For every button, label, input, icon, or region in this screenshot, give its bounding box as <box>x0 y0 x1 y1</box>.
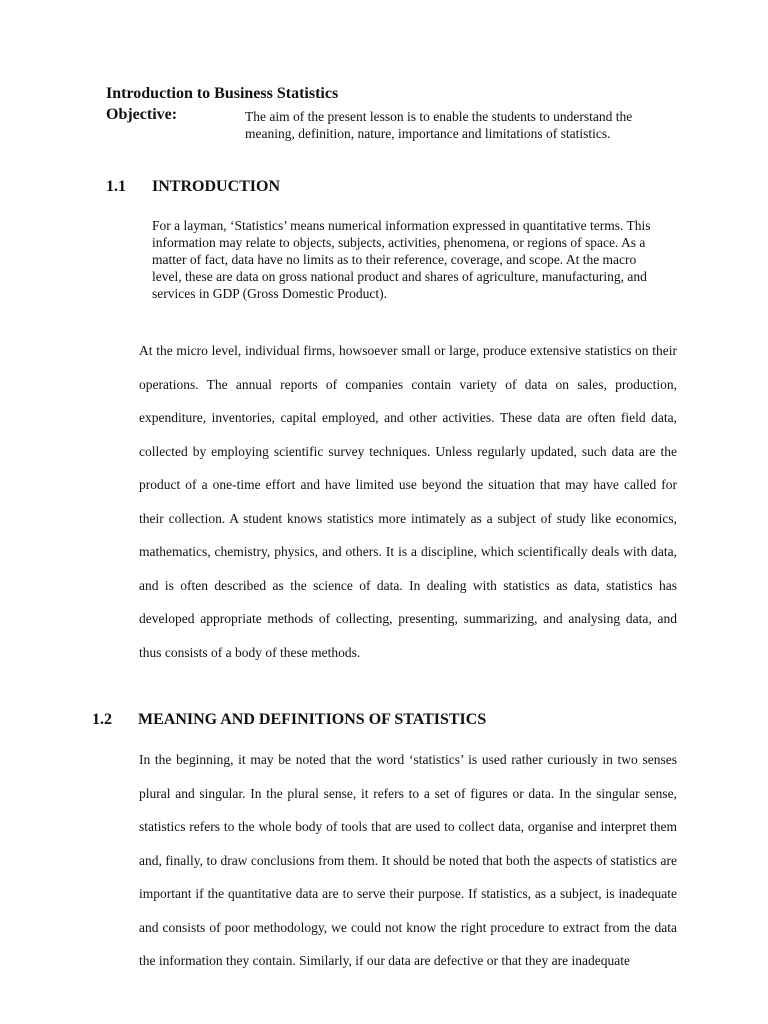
paragraph-micro-level: At the micro level, individual firms, howsoever small or large, produce extensive statistics on their operations. The annual reports of companies contain variety of data on sales, production, expenditure, inventories, capital employed, and other activities. These data are often field data, collected by employing scientific survey techniques. Unless regularly updated, such data are the product of a one-time effort and have limited use beyond the situation that may have called for their collection. A student knows statistics more intimately as a subject of study like economics, mathematics, chemistry, physics, and others. It is a discipline, which scientifically deals with data, and is often described as the science of data. In dealing with statistics as data, statistics has developed appropriate methods of collecting, presenting, summarizing, and analysing data, and thus consists of a body of these methods. <box>139 343 677 660</box>
section-title: MEANING AND DEFINITIONS OF STATISTICS <box>138 711 487 728</box>
paragraph-meaning: In the beginning, it may be noted that the word ‘statistics’ is used rather curiously in two senses plural and singular. In the plural sense, it refers to a set of figures or data. In the singular sense, statistics refers to the whole body of tools that are used to collect data, organise and interpret them and, finally, to draw conclusions from them. It should be noted that both the aspects of statistics are important if the quantitative data are to serve their purpose. If statistics, as a subject, is inadequate and consists of poor methodology, we could not know the right procedure to extract from the data the information they contain. Similarly, if our data are defective or that they are inadequate <box>139 752 677 968</box>
section-number: 1.2 <box>92 711 112 728</box>
section-heading-introduction <box>106 178 280 196</box>
objective-text: The aim of the present lesson is to enable the students to understand the meaning, definition, nature, importance and limitations of statistics. <box>245 109 633 141</box>
section-number: 1.1 <box>106 178 126 195</box>
document-title: Introduction to Business Statistics <box>106 85 339 102</box>
section-heading-meaning-definitions <box>92 711 486 729</box>
objective-label: Objective: <box>106 106 178 123</box>
section-title: INTRODUCTION <box>152 178 281 195</box>
paragraph-layman: For a layman, ‘Statistics’ means numerical information expressed in quantitative terms. This information may relate to objects, subjects, activities, phenomena, or regions of space. As a matter of fact, data have no limits as to their reference, coverage, and scope. At the macro level, these are data on gross national product and shares of agriculture, manufacturing, and services in GDP (Gross Domestic Product). <box>152 218 651 301</box>
